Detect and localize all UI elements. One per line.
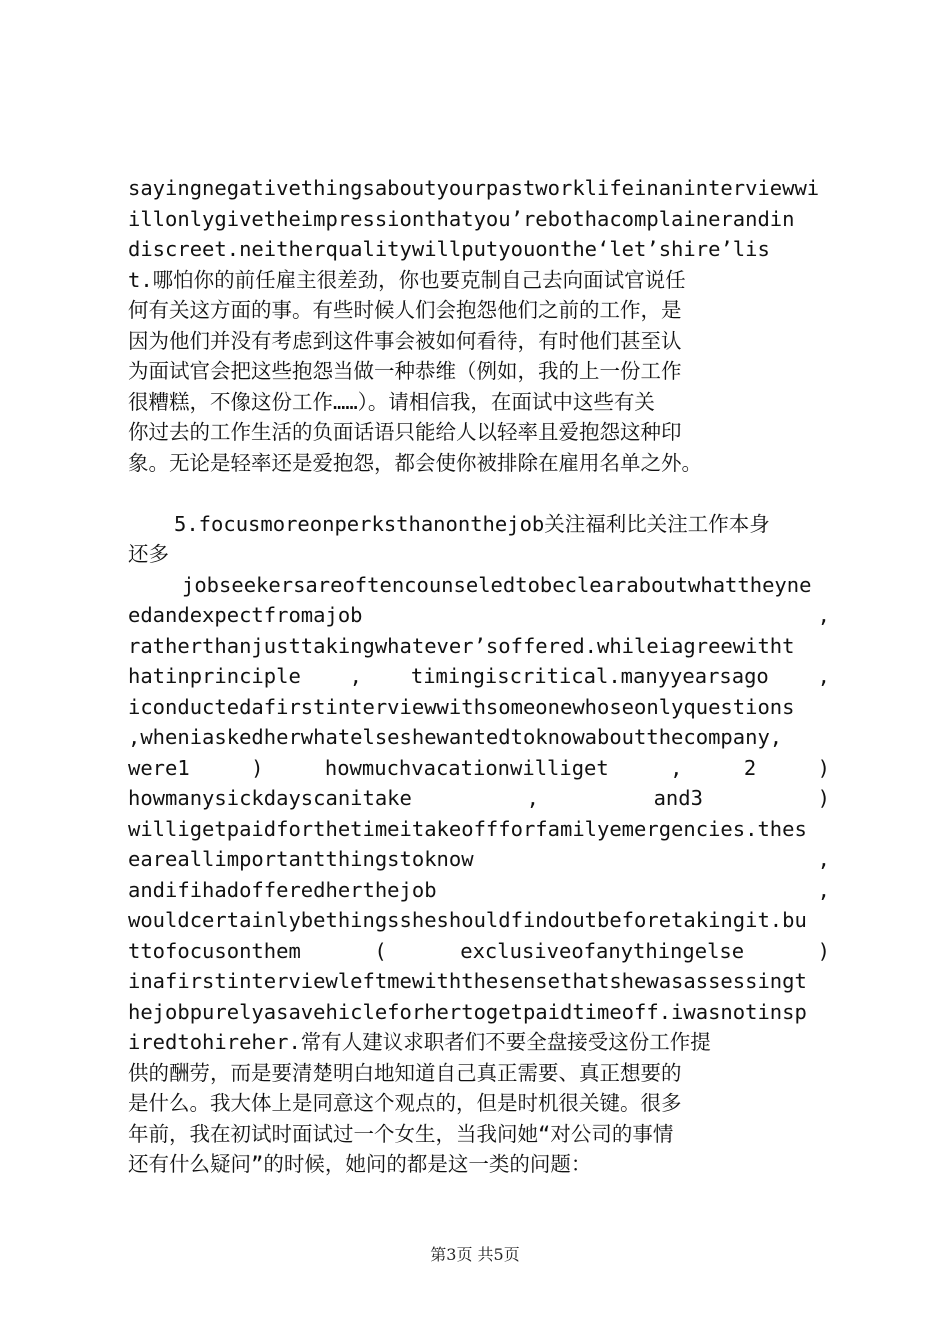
text-line: 你过去的工作生活的负面话语只能给人以轻率且爱抱怨这种印 [128, 420, 682, 444]
text-segment: howmuchvacationwilliget [324, 755, 609, 780]
text-line: jobseekersareoftencounseledtobeclearaboutwhattheyne [182, 572, 812, 597]
text-line: 年前，我在初试时面试过一个女生，当我问她“对公司的事情 [128, 1121, 674, 1146]
text-segment: ) [817, 786, 830, 810]
text-line [128, 783, 830, 814]
text-line [128, 661, 830, 692]
text-line [128, 844, 830, 875]
text-segment: ttofocusonthem [128, 938, 301, 963]
text-segment: ) [817, 938, 830, 963]
text-segment: , [670, 755, 683, 780]
text-segment: , [817, 603, 830, 627]
text-line: wouldcertainlybethingssheshouldfindoutbeforetakingit.bu [128, 908, 807, 932]
text-line: ratherthanjusttakingwhatever’soffered.whileiagreewitht [128, 633, 795, 658]
section-heading: 5.focusmoreonperksthanonthejob关注福利比关注工作本身 [174, 511, 770, 536]
text-segment: hatinprinciple [128, 664, 301, 688]
text-line [128, 753, 830, 784]
text-segment: eareallimportantthingstoknow [128, 847, 474, 871]
text-line: hejobpurelyasavehicleforhertogetpaidtimeoff.iwasnotinsp [128, 999, 807, 1024]
text-line [128, 600, 830, 631]
text-line: 象。无论是轻率还是爱抱怨，都会使你被排除在雇用名单之外。 [128, 450, 702, 475]
text-line: iredtohireher.常有人建议求职者们不要全盘接受这份工作提 [128, 1030, 711, 1054]
document-body [128, 173, 830, 1180]
text-segment: 2 [743, 755, 757, 780]
text-line: inafirstinterviewleftmewiththesensethatshewasassessingt [128, 969, 807, 993]
page-number: 第3页 共5页 [430, 1245, 520, 1264]
text-segment: , [817, 664, 830, 688]
paragraph-gap [128, 478, 830, 509]
text-line: 为面试官会把这些抱怨当做一种恭维（例如，我的上一份工作 [128, 359, 682, 383]
text-line [128, 875, 830, 906]
text-line: illonlygivetheimpressionthatyou’rebothacomplainerandin [128, 206, 795, 231]
section-heading-continued: 还多 [128, 542, 169, 566]
text-line: 是什么。我大体上是同意这个观点的，但是时机很关键。很多 [128, 1091, 682, 1115]
text-line: discreet.neitherqualitywillputyouonthe‘let’shire’lis [128, 237, 770, 261]
text-line: 因为他们并没有考虑到这件事会被如何看待，有时他们甚至认 [128, 328, 682, 353]
text-segment: ) [251, 755, 264, 780]
text-line: ,wheniaskedherwhatelseshewantedtoknowaboutthecompany, [128, 725, 783, 749]
text-segment: howmanysickdayscanitake [128, 786, 412, 810]
text-line: t.哪怕你的前任雇主很差劲，你也要克制自己去向面试官说任 [128, 267, 686, 292]
text-line: 很糟糕，不像这份工作……）。请相信我，在面试中这些有关 [128, 389, 655, 414]
text-line: 何有关这方面的事。有些时候人们会抱怨他们之前的工作，是 [128, 298, 682, 322]
text-line [128, 936, 830, 967]
text-line: sayingnegativethingsaboutyourpastworklifeinaninterviewwi [128, 176, 820, 200]
text-segment: ) [817, 755, 830, 780]
text-segment: , [526, 786, 539, 810]
text-line: 还有什么疑问”的时候，她问的都是这一类的问题： [128, 1152, 592, 1176]
text-segment: , [817, 877, 830, 902]
text-segment: timingiscritical.manyyearsago [410, 664, 769, 688]
text-segment: and3 [653, 786, 703, 810]
text-segment: edandexpectfromajob [128, 603, 363, 627]
text-segment: ( [374, 938, 387, 963]
text-segment: exclusiveofanythingelse [460, 938, 745, 963]
text-line: willigetpaidforthetimeitakeoffforfamilyemergencies.thes [128, 816, 807, 841]
text-segment: , [817, 847, 830, 871]
text-segment: andifihadofferedherthejob [128, 877, 437, 902]
text-segment: , [349, 664, 362, 688]
text-line: 供的酬劳，而是要清楚明白地知道自己真正需要、真正想要的 [128, 1060, 682, 1085]
text-line: iconductedafirstinterviewwithsomeonewhoseonlyquestions [128, 694, 795, 719]
text-segment: were1 [128, 755, 190, 780]
page-footer [0, 1242, 950, 1265]
